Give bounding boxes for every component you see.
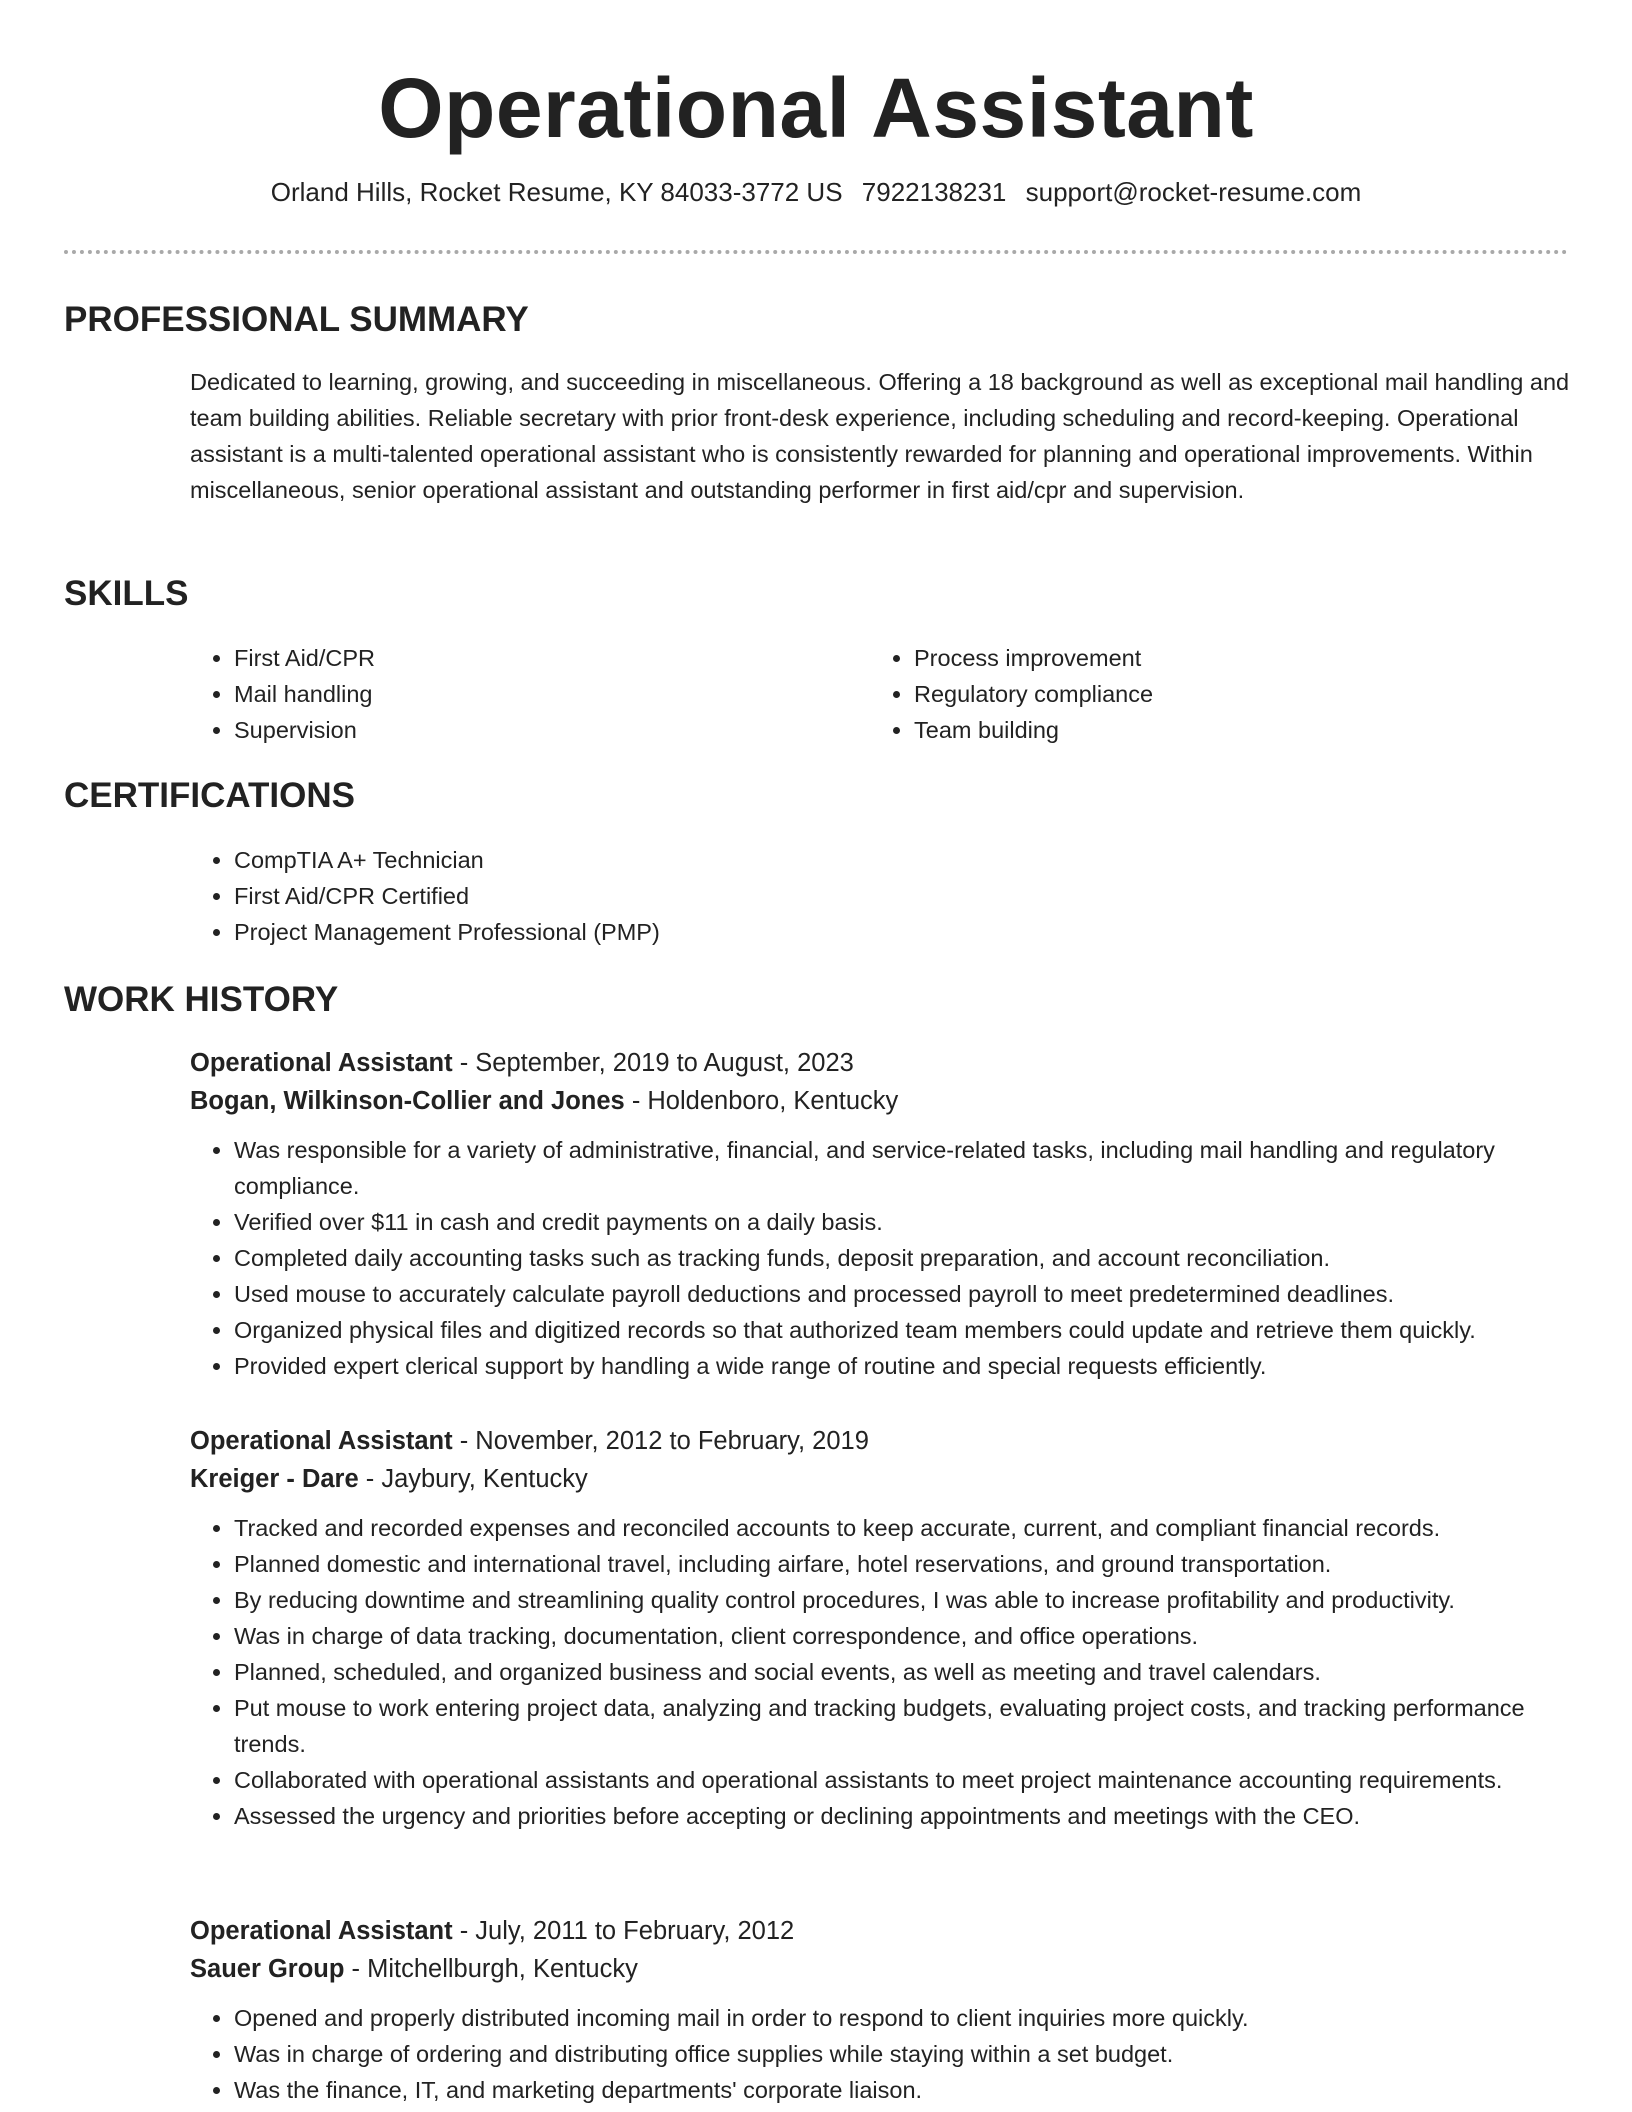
job-location: - Mitchellburgh, Kentucky (344, 1955, 638, 1983)
job-bullet: • Was the finance, IT, and marketing departments' corporate liaison. (234, 2072, 1570, 2108)
job-role: Operational Assistant (190, 1427, 453, 1455)
job-bullet: • By reducing downtime and streamlining quality control procedures, I was able to increase profitability and productivity. (234, 1582, 1570, 1618)
job-bullet: • Collaborated with operational assistants and operational assistants to meet project maintenance accounting requirements. (234, 1762, 1570, 1798)
job-bullet: • Provided expert clerical support by handling a wide range of routine and special requests efficiently. (234, 1348, 1570, 1384)
job-bullet: • Planned, scheduled, and organized business and social events, as well as meeting and travel calendars. (234, 1654, 1570, 1690)
job-location: - Holdenboro, Kentucky (624, 1087, 899, 1115)
job-company-line (190, 1082, 1570, 1120)
job-bullet: • Put mouse to work entering project data, analyzing and tracking budgets, evaluating project costs, and tracking performance trends. (234, 1690, 1570, 1762)
contact-address: Orland Hills, Rocket Resume, KY 84033-3772 US (270, 177, 843, 207)
header-divider (64, 250, 1568, 254)
job-bullet-list (190, 1132, 1570, 1384)
job-company-line (190, 1950, 1570, 1988)
certifications-list (190, 842, 1570, 950)
skills-column-right (870, 640, 1470, 748)
certifications-heading: CERTIFICATIONS (64, 776, 356, 815)
job-bullet: • Was in charge of ordering and distributing office supplies while staying within a set budget. (234, 2036, 1570, 2072)
resume-page (64, 0, 1570, 2103)
job-company: Sauer Group (190, 1955, 345, 1983)
contact-email: support@rocket-resume.com (1025, 177, 1362, 207)
job-title-line (190, 1422, 1570, 1460)
contact-phone: 7922138231 (861, 177, 1007, 207)
job-entry (190, 1422, 1570, 1834)
job-role: Operational Assistant (190, 1917, 453, 1945)
skill-item: • Regulatory compliance (914, 676, 1470, 712)
certification-item: • Project Management Professional (PMP) (234, 914, 1570, 950)
candidate-name: Operational Assistant (378, 61, 1254, 155)
job-location: - Jaybury, Kentucky (358, 1465, 588, 1493)
job-bullet: • Was in charge of data tracking, documentation, client correspondence, and office operations. (234, 1618, 1570, 1654)
job-role: Operational Assistant (190, 1049, 453, 1077)
skills-column-left (190, 640, 830, 748)
job-dates: - September, 2019 to August, 2023 (452, 1049, 854, 1077)
summary-heading: PROFESSIONAL SUMMARY (64, 300, 529, 339)
job-bullet: • Opened and properly distributed incoming mail in order to respond to client inquiries more quickly. (234, 2000, 1570, 2036)
job-entry (190, 1912, 1570, 2108)
job-bullet-list (190, 1510, 1570, 1834)
skill-item: • First Aid/CPR (234, 640, 830, 676)
skill-item: • Supervision (234, 712, 830, 748)
work-history-heading: WORK HISTORY (64, 980, 339, 1019)
contact-line (64, 174, 1568, 210)
job-dates: - July, 2011 to February, 2012 (452, 1917, 795, 1945)
job-bullet: • Used mouse to accurately calculate payroll deductions and processed payroll to meet predetermined deadlines. (234, 1276, 1570, 1312)
job-bullet: • Tracked and recorded expenses and reconciled accounts to keep accurate, current, and compliant financial records. (234, 1510, 1570, 1546)
skill-item: • Process improvement (914, 640, 1470, 676)
job-bullet: • Verified over $11 in cash and credit payments on a daily basis. (234, 1204, 1570, 1240)
job-bullet: • Assessed the urgency and priorities before accepting or declining appointments and meetings with the CEO. (234, 1798, 1570, 1834)
job-company: Bogan, Wilkinson-Collier and Jones (190, 1087, 625, 1115)
job-title-line (190, 1044, 1570, 1082)
summary-text: Dedicated to learning, growing, and succeeding in miscellaneous. Offering a 18 background as well as exceptional mail handling and team building abilities. Reliable secretary with prior front-desk experience, including scheduling and record-keeping. Operational assistant is a multi-talented operational assistant who is consistently rewarded for planning and operational improvements. Within miscellaneous, senior operational assistant and outstanding performer in first aid/cpr and supervision. (190, 369, 1570, 503)
job-title-line (190, 1912, 1570, 1950)
job-entry (190, 1044, 1570, 1384)
certification-item: • First Aid/CPR Certified (234, 878, 1570, 914)
job-dates: - November, 2012 to February, 2019 (452, 1427, 869, 1455)
certification-item: • CompTIA A+ Technician (234, 842, 1570, 878)
skill-item: • Mail handling (234, 676, 830, 712)
job-company-line (190, 1460, 1570, 1498)
job-company: Kreiger - Dare (190, 1465, 359, 1493)
job-bullet: • Planned domestic and international travel, including airfare, hotel reservations, and ground transportation. (234, 1546, 1570, 1582)
job-bullet: • Organized physical files and digitized records so that authorized team members could update and retrieve them quickly. (234, 1312, 1570, 1348)
skill-item: • Team building (914, 712, 1470, 748)
job-bullet-list (190, 2000, 1570, 2108)
job-bullet: • Was responsible for a variety of administrative, financial, and service-related tasks, including mail handling and regulatory compliance. (234, 1132, 1570, 1204)
skills-heading: SKILLS (64, 574, 189, 613)
job-bullet: • Completed daily accounting tasks such as tracking funds, deposit preparation, and account reconciliation. (234, 1240, 1570, 1276)
